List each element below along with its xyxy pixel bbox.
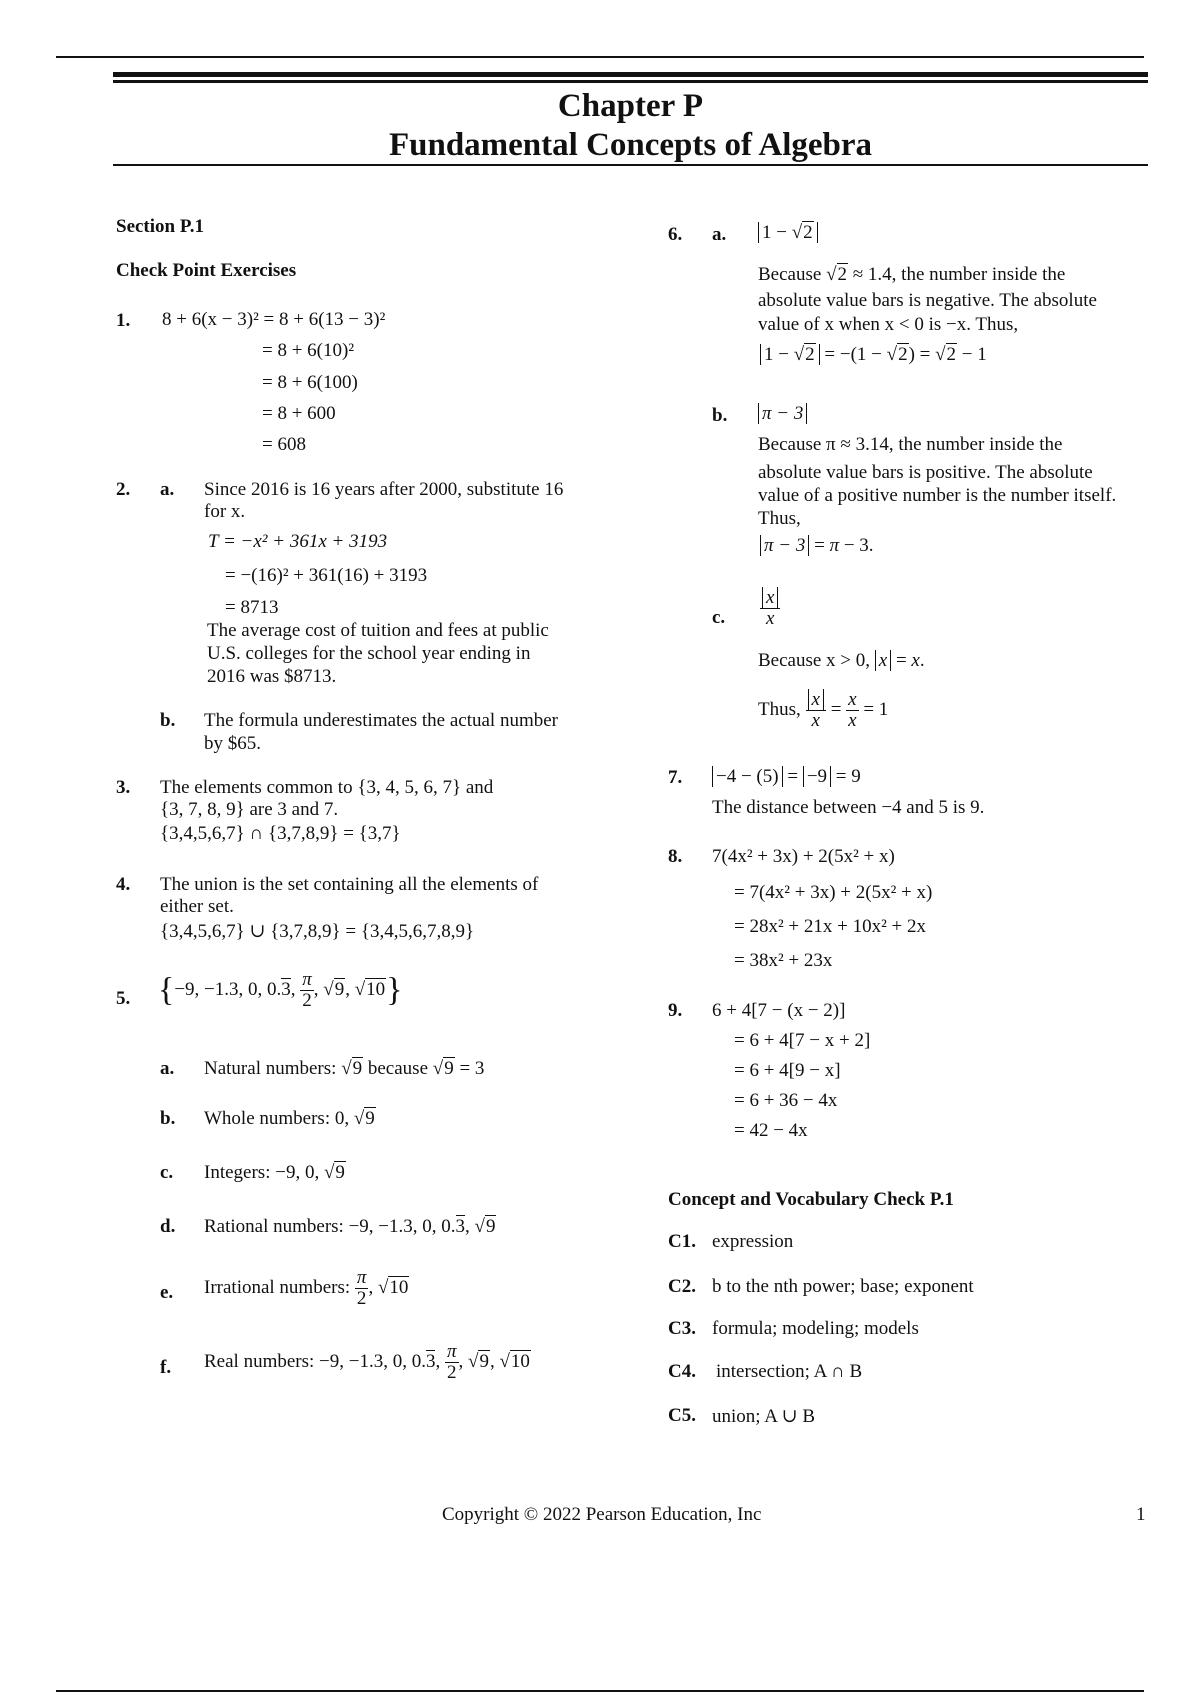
problem-1-line-1: 8 + 6(x − 3)² = 8 + 6(13 − 3)²: [162, 309, 386, 330]
problem-2a-eq-2: = −(16)² + 361(16) + 3193: [225, 565, 428, 586]
vocab-c1-text: expression: [712, 1231, 794, 1252]
problem-5a-text: Natural numbers: √9 because √9 = 3: [204, 1058, 485, 1079]
problem-5b-text: Whole numbers: 0, √9: [204, 1108, 375, 1129]
problem-4-number: 4.: [116, 874, 131, 895]
problem-7-line-1: −4 − (5) = −9 = 9: [712, 766, 861, 788]
rational-numbers-label: Rational numbers: −9, −1.3, 0, 0.: [204, 1216, 456, 1237]
problem-6-number: 6.: [668, 224, 683, 245]
problem-5c-text: Integers: −9, 0, √9: [204, 1162, 345, 1183]
header-rule-thick-1: [113, 72, 1148, 77]
problem-6c-expression: $\frac{x}{x}$: [760, 588, 780, 629]
problem-8-number: 8.: [668, 846, 683, 867]
problem-6c-label: c.: [712, 607, 726, 628]
footer-page-number: 1: [1136, 1504, 1146, 1525]
real-numbers-label: Real numbers: −9, −1.3, 0, 0.: [204, 1350, 426, 1372]
problem-6b-text-4: Thus,: [758, 508, 801, 529]
problem-1-number: 1.: [116, 310, 131, 331]
natural-numbers-label: Natural numbers:: [204, 1058, 337, 1079]
problem-5f-label: f.: [160, 1357, 172, 1378]
problem-6b-text-1: Because π ≈ 3.14, the number inside the: [758, 434, 1063, 455]
problem-2a-text-1: Since 2016 is 16 years after 2000, substitute 16: [204, 479, 564, 500]
problem-4-line-3: {3,4,5,6,7} ∪ {3,7,8,9} = {3,4,5,6,7,8,9}: [160, 921, 475, 942]
problem-4-line-1: The union is the set containing all the elements of: [160, 874, 539, 895]
p6a-because-tail: ≈ 1.4, the number inside the: [852, 264, 1066, 285]
vocab-c4-label: C4.: [668, 1361, 696, 1382]
integers-label: Integers: −9, 0,: [204, 1162, 320, 1183]
problem-7-line-2: The distance between −4 and 5 is 9.: [712, 797, 985, 818]
header-rule-bottom: [113, 164, 1148, 166]
problem-6a-text-1: Because √2 ≈ 1.4, the number inside the: [758, 264, 1066, 285]
problem-2b-label: b.: [160, 710, 176, 731]
problem-6b-expression: π − 3: [758, 403, 807, 425]
problem-9-line-4: = 6 + 36 − 4x: [734, 1090, 838, 1111]
problem-6b-label: b.: [712, 405, 728, 426]
problem-6c-text-1: Because x > 0, x = x.: [758, 650, 925, 671]
problem-6a-text-3: value of x when x < 0 is −x. Thus,: [758, 314, 1019, 335]
problem-6c-text-2: Thus, $\frac{x}{x}$ = $\frac{x}{x}$ = 1: [758, 689, 889, 731]
problem-1-line-5: = 608: [262, 434, 306, 455]
problem-9-line-3: = 6 + 4[9 − x]: [734, 1060, 841, 1081]
problem-6a-result: 1 − √2 = −(1 − √2) = √2 − 1: [760, 344, 987, 366]
vocab-c3-label: C3.: [668, 1318, 696, 1339]
problem-5f-text: Real numbers: −9, −1.3, 0, 0.3, $\frac{\pi}{2}$ , √9, √10: [204, 1341, 530, 1383]
p6a-because: Because: [758, 264, 822, 285]
bottom-rule-thin: [56, 1690, 1144, 1692]
problem-6a-label: a.: [712, 224, 727, 245]
problem-6b-result: π − 3 = π − 3.: [760, 535, 874, 557]
problem-9-number: 9.: [668, 1000, 683, 1021]
problem-5-number: 5.: [116, 988, 131, 1009]
problem-9-line-2: = 6 + 4[7 − x + 2]: [734, 1030, 871, 1051]
natural-because: because: [367, 1058, 429, 1079]
vocab-c5-text: union; A ∪ B: [712, 1406, 816, 1427]
header-rule-thick-2: [113, 80, 1148, 83]
problem-3-line-2: {3, 7, 8, 9} are 3 and 7.: [160, 799, 339, 820]
irrational-numbers-label: Irrational numbers:: [204, 1276, 351, 1298]
problem-2b-text-1: The formula underestimates the actual number: [204, 710, 559, 731]
problem-1-line-4: = 8 + 600: [262, 403, 336, 424]
whole-numbers-label: Whole numbers: 0,: [204, 1108, 350, 1129]
problem-5d-text: Rational numbers: −9, −1.3, 0, 0.3, √9: [204, 1216, 496, 1237]
problem-8-line-4: = 38x² + 23x: [734, 950, 833, 971]
problem-3-line-1: The elements common to {3, 4, 5, 6, 7} and: [160, 777, 494, 798]
vocab-heading: Concept and Vocabulary Check P.1: [668, 1189, 954, 1210]
section-heading: Section P.1: [116, 216, 204, 237]
chapter-title: Chapter P: [557, 88, 704, 124]
problem-5b-label: b.: [160, 1108, 176, 1129]
problem-8-line-1: 7(4x² + 3x) + 2(5x² + x): [712, 846, 895, 867]
p6c-thus: Thus,: [758, 698, 801, 720]
problem-4-line-2: either set.: [160, 896, 234, 917]
problem-1-line-2: = 8 + 6(10)²: [262, 340, 355, 361]
problem-8-line-3: = 28x² + 21x + 10x² + 2x: [734, 916, 927, 937]
vocab-c3-text: formula; modeling; models: [712, 1318, 919, 1339]
problem-2a-eq-3: = 8713: [225, 597, 279, 618]
checkpoint-heading: Check Point Exercises: [116, 260, 297, 281]
vocab-c2-label: C2.: [668, 1276, 696, 1297]
problem-5d-label: d.: [160, 1216, 176, 1237]
problem-2a-conclusion-3: 2016 was $8713.: [207, 666, 337, 687]
problem-6b-text-3: value of a positive number is the number itself.: [758, 485, 1117, 506]
problem-2a-conclusion-2: U.S. colleges for the school year ending in: [207, 643, 531, 664]
vocab-c1-label: C1.: [668, 1231, 696, 1252]
problem-5e-text: Irrational numbers: $\frac{\pi}{2}$ , √10: [204, 1267, 409, 1309]
problem-8-line-2: = 7(4x² + 3x) + 2(5x² + x): [734, 882, 933, 903]
vocab-c2-text: b to the nth power; base; exponent: [712, 1276, 974, 1297]
problem-6a-expression: 1 − √2: [758, 222, 818, 244]
problem-6a-text-2: absolute value bars is negative. The absolute: [758, 290, 1097, 311]
p6c-because: Because x > 0,: [758, 650, 871, 671]
problem-1-line-3: = 8 + 6(100): [262, 372, 358, 393]
problem-2-number: 2.: [116, 479, 131, 500]
vocab-c4-text: intersection; A ∩ B: [716, 1361, 863, 1382]
problem-3-number: 3.: [116, 777, 131, 798]
problem-9-line-1: 6 + 4[7 − (x − 2)]: [712, 1000, 846, 1021]
problem-2a-conclusion-1: The average cost of tuition and fees at public: [207, 620, 549, 641]
problem-5-set: {−9, −1.3, 0, 0.3, $\frac{\pi}{2}$ , √9, √10}: [158, 969, 403, 1011]
footer-copyright: Copyright © 2022 Pearson Education, Inc: [442, 1504, 762, 1525]
problem-6b-text-2: absolute value bars is positive. The absolute: [758, 462, 1093, 483]
problem-2a-eq-1: T = −x² + 361x + 3193: [208, 531, 388, 552]
problem-9-line-5: = 42 − 4x: [734, 1120, 808, 1141]
problem-2b-text-2: by $65.: [204, 733, 261, 754]
problem-2a-text-2: for x.: [204, 501, 246, 522]
vocab-c5-label: C5.: [668, 1405, 696, 1426]
problem-5e-label: e.: [160, 1282, 174, 1303]
problem-2a-label: a.: [160, 479, 175, 500]
chapter-subtitle: Fundamental Concepts of Algebra: [388, 127, 873, 163]
problem-3-line-3: {3,4,5,6,7} ∩ {3,7,8,9} = {3,7}: [160, 823, 401, 844]
problem-7-number: 7.: [668, 767, 683, 788]
problem-5c-label: c.: [160, 1162, 174, 1183]
problem-5a-label: a.: [160, 1058, 175, 1079]
top-rule-thin: [56, 56, 1144, 58]
